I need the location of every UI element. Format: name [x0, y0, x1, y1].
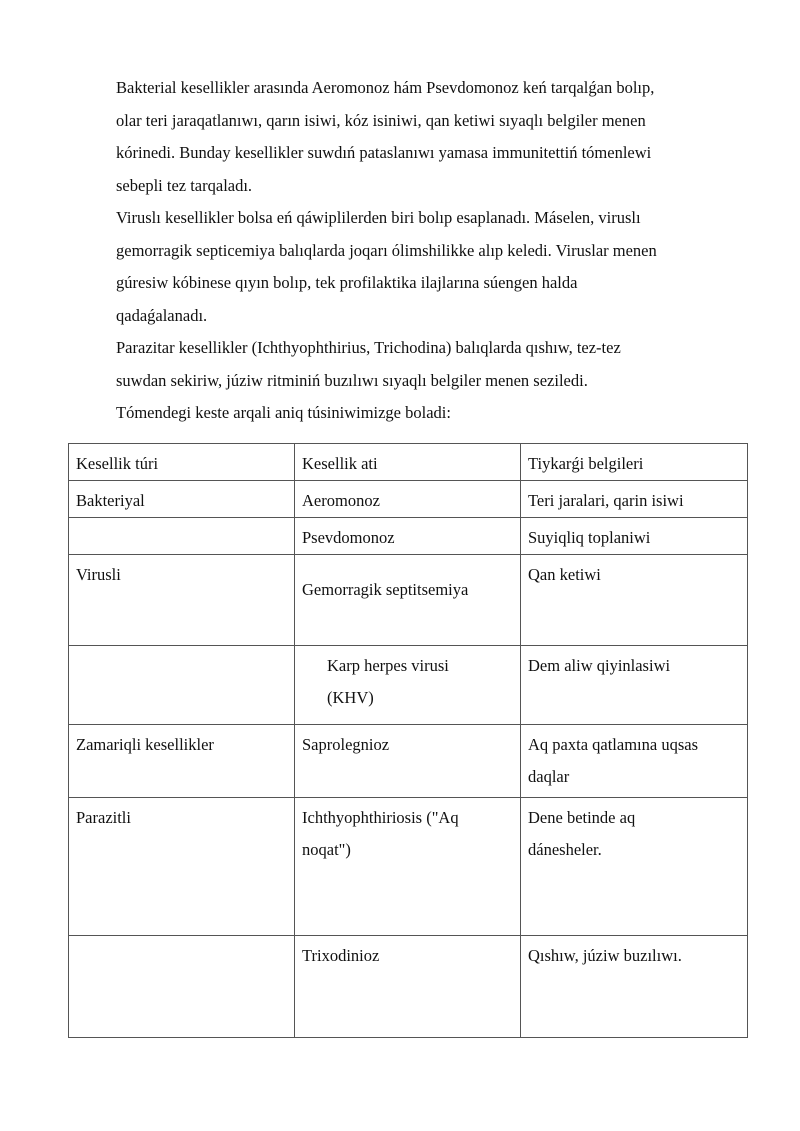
cell-name-line: noqat"): [302, 840, 351, 859]
paragraph-table-intro: [116, 397, 746, 430]
cell-signs: [521, 725, 748, 798]
text-line: suwdan sekiriw, júziw ritminiń buzılıwı sıyaqlı belgiler menen seziledi.: [116, 370, 588, 390]
table-row: [69, 555, 748, 646]
table-header-row: [69, 444, 748, 481]
cell-type: Virusli: [69, 555, 295, 646]
cell-signs: Suyiqliq toplaniwi: [521, 518, 748, 555]
cell-name: [295, 555, 521, 646]
cell-name: [295, 798, 521, 936]
table-row: [69, 936, 748, 1038]
cell-name: [295, 646, 521, 725]
cell-signs-line: Aq paxta qatlamına uqsas: [528, 735, 698, 754]
text-line: gúresiw kóbinese qıyın bolıp, tek profilaktika ilajlarına súengen halda: [116, 273, 578, 292]
text-line: qadaǵalanadı.: [116, 305, 208, 325]
text-line: Tómendegi keste arqali aniq túsiniwimizge boladi:: [116, 403, 451, 422]
table-row: [69, 725, 748, 798]
text-line: sebepli tez tarqaladı.: [116, 175, 253, 195]
header-cell-type: Kesellik túri: [69, 444, 295, 481]
disease-table: [68, 443, 748, 1038]
cell-type: [69, 518, 295, 555]
cell-name: Aeromonoz: [295, 481, 521, 518]
cell-type: Parazitli: [69, 798, 295, 936]
cell-signs: Teri jaralari, qarin isiwi: [521, 481, 748, 518]
cell-name: Trixodinioz: [295, 936, 521, 1038]
table-row: [69, 481, 748, 518]
cell-signs-line: daqlar: [528, 767, 570, 786]
cell-name: Saprolegnioz: [295, 725, 521, 798]
cell-name: Psevdomonoz: [295, 518, 521, 555]
cell-type: [69, 936, 295, 1038]
header-cell-name: Kesellik ati: [295, 444, 521, 481]
table-row: [69, 518, 748, 555]
cell-signs: Qan ketiwi: [521, 555, 748, 646]
cell-signs: Dem aliw qiyinlasiwi: [521, 646, 748, 725]
text-line: gemorragik septicemiya balıqlarda joqarı ólimshilikke alıp keledi. Viruslar menen: [116, 240, 657, 260]
cell-type: [69, 646, 295, 725]
paragraph-bacterial: [116, 72, 746, 202]
text-line: Bakterial kesellikler arasında Aeromonoz hám Psevdomonoz keń tarqalǵan bolıp,: [116, 78, 655, 97]
table-row: [69, 798, 748, 936]
cell-name-line: Karp herpes virusi: [327, 656, 449, 675]
cell-type: Zamariqli kesellikler: [69, 725, 295, 798]
cell-signs: [521, 798, 748, 936]
cell-name-line: Ichthyophthiriosis ("Aq: [302, 808, 459, 827]
text-line: kórinedi. Bunday kesellikler suwdıń pataslanıwı yamasa immunitettiń tómenlewi: [116, 143, 652, 162]
paragraph-viral: [116, 202, 746, 332]
cell-signs: Qıshıw, júziw buzılıwı.: [521, 936, 748, 1038]
text-line: Parazitar kesellikler (Ichthyophthirius, Trichodina) balıqlarda qıshıw, tez-tez: [116, 338, 621, 357]
text-line: olar teri jaraqatlanıwı, qarın isiwi, kóz isiniwi, qan ketiwi sıyaqlı belgiler menen: [116, 110, 646, 130]
cell-signs-line: dánesheler.: [528, 840, 602, 859]
cell-signs-line: Dene betinde aq: [528, 808, 636, 827]
cell-name-line: (KHV): [327, 688, 374, 707]
paragraph-parasitic: [116, 332, 746, 397]
header-cell-signs: Tiykarǵi belgileri: [521, 444, 748, 481]
text-line: Viruslı kesellikler bolsa eń qáwiplilerden biri bolıp esaplanadı. Máselen, viruslı: [116, 208, 641, 227]
table-row: [69, 646, 748, 725]
cell-type: Bakteriyal: [69, 481, 295, 518]
cell-name-text: Gemorragik septitsemiya: [302, 580, 469, 599]
